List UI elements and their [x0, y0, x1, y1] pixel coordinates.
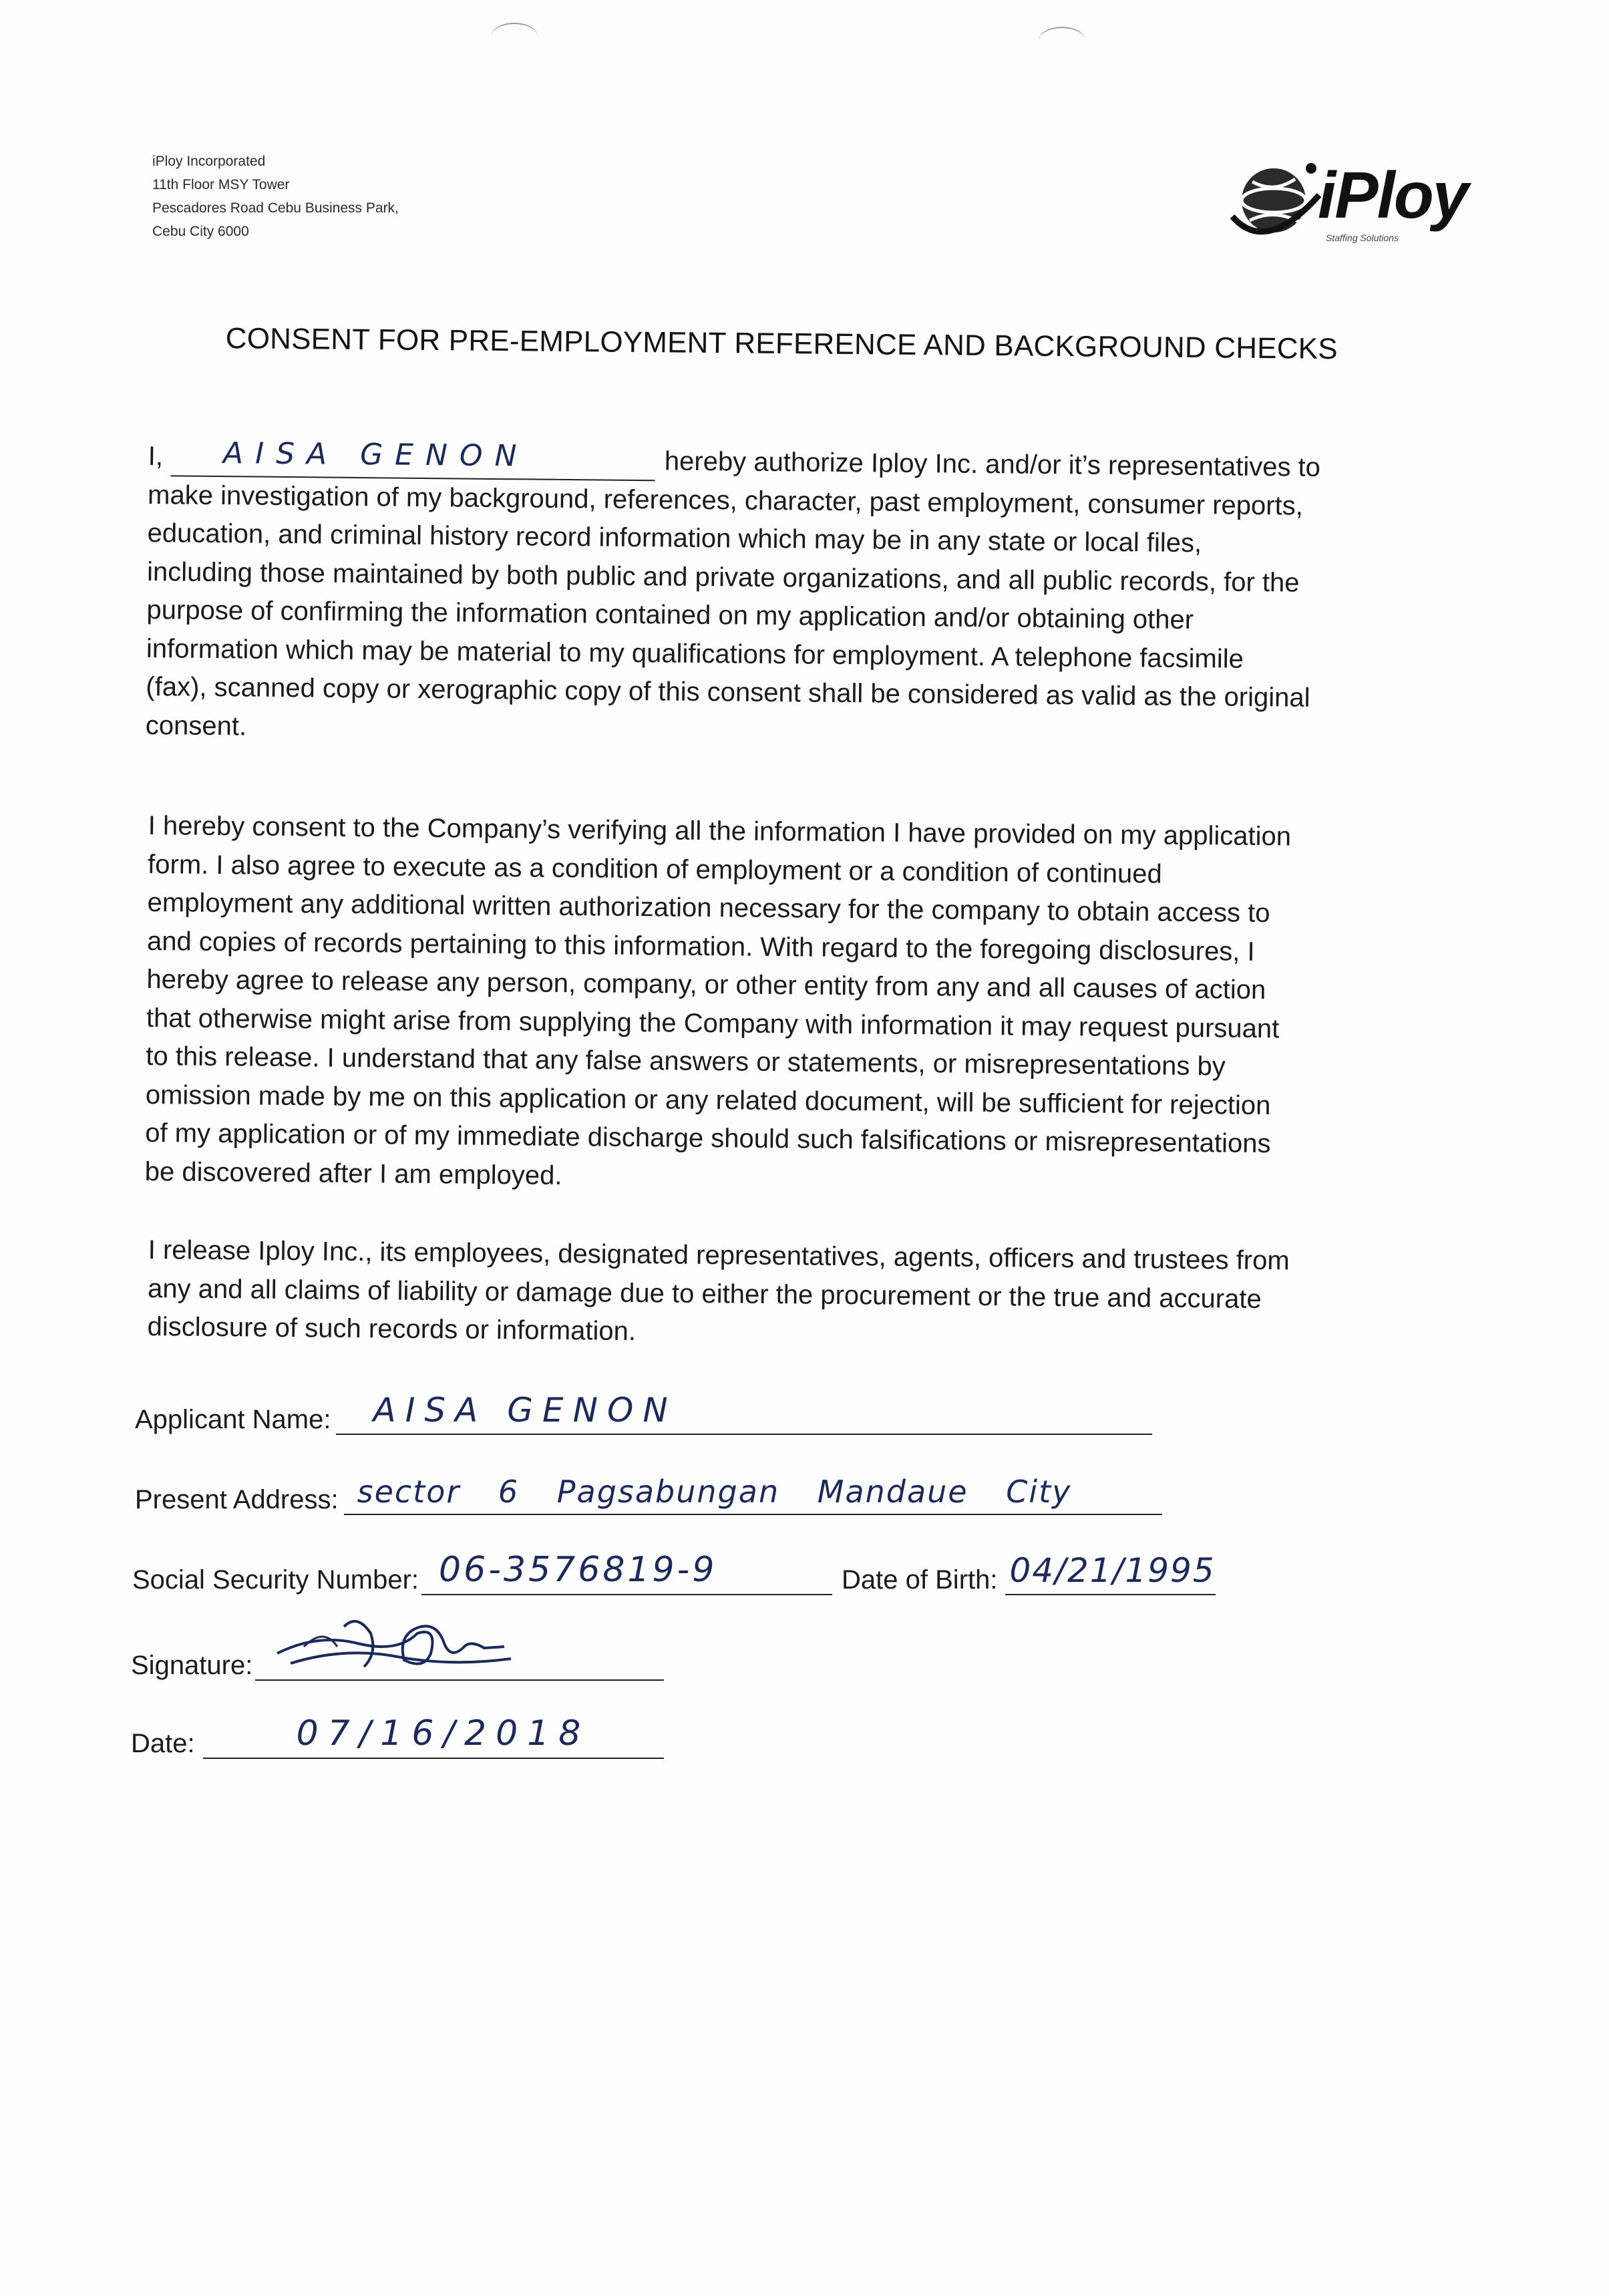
paragraph-line: form. I also agree to execute as a condition of employment or a condition of continued: [147, 849, 1162, 889]
authorization-paragraph: [146, 438, 1399, 757]
paragraph-line: omission made by me on this application or any related document, will be sufficient for rejection: [145, 1080, 1271, 1120]
paragraph-text: hereby authorize Iploy Inc. and/or it’s representatives to: [664, 446, 1321, 482]
sss-label: Social Security Number:: [132, 1565, 419, 1595]
paragraph-line: purpose of confirming the information contained on my application and/or obtaining other: [146, 595, 1194, 635]
scan-artifact: [1039, 27, 1085, 55]
applicant-name-label: Applicant Name:: [135, 1405, 331, 1434]
document-title: CONSENT FOR PRE-EMPLOYMENT REFERENCE AND BACKGROUND CHECKS: [225, 322, 1338, 365]
sss-field: [421, 1550, 832, 1595]
address-line: iPloy Incorporated: [152, 154, 266, 169]
paragraph-line: (fax), scanned copy or xerographic copy of this consent shall be considered as valid as the original: [146, 671, 1310, 713]
paragraph-line: be discovered after I am employed.: [144, 1156, 562, 1190]
address-line: 11th Floor MSY Tower: [152, 177, 290, 192]
paragraph-line: hereby agree to release any person, company, or other entity from any and all causes of action: [146, 964, 1266, 1005]
present-address-field: [344, 1476, 1162, 1515]
paragraph-line: of my application or of my immediate discharge should such falsifications or misrepresentations: [145, 1118, 1271, 1159]
release-paragraph: [147, 1231, 1384, 1358]
paragraph-line: any and all claims of liability or damage due to either the procurement or the true and accurate: [147, 1273, 1262, 1314]
name-blank-field: [171, 436, 655, 481]
paragraph-line: including those maintained by both public and private organizations, and all public records, for the: [146, 556, 1300, 598]
company-logo: [1226, 155, 1479, 255]
present-address-label: Present Address:: [135, 1485, 339, 1514]
applicant-name-value: AISA GENON: [373, 1391, 677, 1430]
paragraph-line: information which may be material to my qualifications for employment. A telephone facsimile: [146, 633, 1244, 674]
paragraph-line: employment any additional written authorization necessary for the company to obtain access to: [147, 887, 1270, 929]
dob-label: Date of Birth:: [842, 1565, 998, 1595]
present-address-value: sector 6 Pagsabungan Mandaue City: [357, 1474, 1072, 1510]
address-line: Pescadores Road Cebu Business Park,: [152, 200, 399, 216]
paragraph-line: I release Iploy Inc., its employees, designated representatives, agents, officers and trustees from: [148, 1235, 1290, 1276]
paragraph-prefix: I,: [148, 441, 164, 472]
logo-wordmark: iPloy: [1318, 158, 1468, 232]
paragraph-line: consent.: [145, 710, 247, 741]
paragraph-line: that otherwise might arise from supplying the Company with information it may request pursuant: [146, 1003, 1280, 1043]
sss-value: 06-3576819-9: [439, 1550, 717, 1590]
paragraph-line: education, and criminal history record information which may be in any state or local files,: [147, 518, 1202, 558]
dob-value: 04/21/1995: [1009, 1551, 1216, 1590]
globe-logo-icon: [1226, 155, 1326, 249]
paragraph-line: disclosure of such records or information.: [147, 1311, 637, 1347]
consent-paragraph: [144, 807, 1398, 1203]
applicant-name-row: [135, 1391, 1152, 1435]
company-address: [152, 150, 399, 243]
date-row: [131, 1713, 664, 1759]
date-value: 07/16/2018: [296, 1713, 590, 1754]
date-field: [203, 1713, 664, 1759]
paragraph-line: make investigation of my background, references, character, past employment, consumer reports,: [147, 480, 1304, 521]
date-label: Date:: [131, 1729, 195, 1758]
dob-field: [1005, 1551, 1216, 1595]
paragraph-line: I hereby consent to the Company’s verifying all the information I have provided on my application: [148, 810, 1292, 852]
scan-artifact: [491, 23, 538, 51]
sss-dob-row: [132, 1550, 1216, 1595]
handwritten-name: AISA GENON: [222, 436, 529, 474]
signature-label: Signature:: [131, 1651, 253, 1680]
paragraph-line: to this release. I understand that any false answers or statements, or misrepresentations by: [146, 1041, 1226, 1082]
logo-tagline: Staffing Solutions: [1326, 232, 1399, 243]
applicant-name-field: [336, 1391, 1152, 1435]
address-line: Cebu City 6000: [152, 224, 249, 239]
present-address-row: [135, 1476, 1162, 1515]
handwritten-signature: [264, 1607, 518, 1680]
paragraph-line: and copies of records pertaining to this information. With regard to the foregoing disclosures, I: [146, 926, 1255, 967]
